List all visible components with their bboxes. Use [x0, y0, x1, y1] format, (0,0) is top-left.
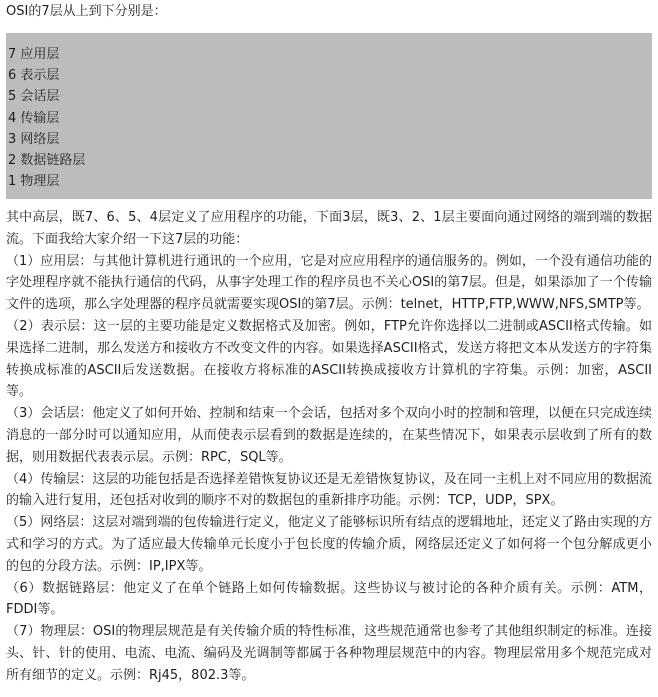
layer-item: 5 会话层 [8, 89, 60, 105]
paragraph-presentation-layer: （2）表示层：这一层的主要功能是定义数据格式及加密。例如，FTP允许你选择以二进制或ASCII格式传输。如果选择二进制，那么发送方和接收方不改变文件的内容。如果选择ASCII格式，发送方将把文本从发送方的字符集转换成标准的ASCII后发送数据。在接收方将标准的ASCII转换成接收方计算机的字符集。示例：加密，ASCII等。 [6, 318, 652, 400]
layer-item: 1 物理层 [8, 174, 60, 190]
layer-item: 7 应用层 [8, 47, 60, 62]
paragraph-application-layer: （1）应用层：与其他计算机进行通讯的一个应用，它是对应应用程序的通信服务的。例如，一个没有通信功能的字处理程序就不能执行通信的代码，从事字处理工作的程序员也不关心OSI的第7层。但是，如果添加了一个传输文件的选项，那么字处理器的程序员就需要实现OSI的第7层。示例：telnet，HTTP,FTP,WWW,NFS,SMTP等。 [6, 253, 652, 313]
paragraph-overview: 其中高层，既7、6、5、4层定义了应用程序的功能，下面3层，既3、2、1层主要面向通过网络的端到端的数据流。下面我给大家介绍一下这7层的功能： [6, 210, 652, 247]
layer-item: 2 数据链路层 [8, 152, 86, 168]
paragraph-data-link-layer: （6）数据链路层：他定义了在单个链路上如何传输数据。这些协议与被讨论的各种介质有关。示例：ATM，FDDI等。 [6, 580, 652, 618]
body-text [6, 207, 652, 687]
paragraph-transport-layer: （4）传输层：这层的功能包括是否选择差错恢复协议还是无差错恢复协议，及在同一主机上对不同应用的数据流的输入进行复用，还包括对收到的顺序不对的数据包的重新排序功能。示例：TCP，UDP，SPX。 [6, 471, 652, 509]
paragraph-physical-layer: （7）物理层：OSI的物理层规范是有关传输介质的特性标准，这些规范通常也参考了其他组织制定的标准。连接头、针、针的使用、电流、电流、编码及光调制等都属于各种物理层规范中的内容。物理层常用多个规范完成对所有细节的定义。示例：Rj45，802.3等。 [6, 624, 652, 683]
layer-item: 4 传输层 [8, 110, 60, 126]
layer-item: 6 表示层 [8, 68, 60, 84]
paragraph-network-layer: （5）网络层：这层对端到端的包传输进行定义，他定义了能够标识所有结点的逻辑地址，还定义了路由实现的方式和学习的方式。为了适应最大传输单元长度小于包长度的传输介质，网络层还定义了如何将一个包分解成更小的包的分段方法。示例：IP,IPX等。 [6, 515, 652, 574]
paragraph-session-layer: （3）会话层：他定义了如何开始、控制和结束一个会话，包括对多个双向小时的控制和管理，以便在只完成连续消息的一部分时可以通知应用，从而使表示层看到的数据是连续的，在某些情况下，如果表示层收到了所有的数据，则用数据代表表示层。示例：RPC，SQL等。 [6, 406, 652, 465]
layer-item: 3 网络层 [8, 131, 60, 147]
intro-text: OSI的7层从上到下分别是： [6, 4, 167, 19]
layer-list-box [6, 33, 652, 199]
